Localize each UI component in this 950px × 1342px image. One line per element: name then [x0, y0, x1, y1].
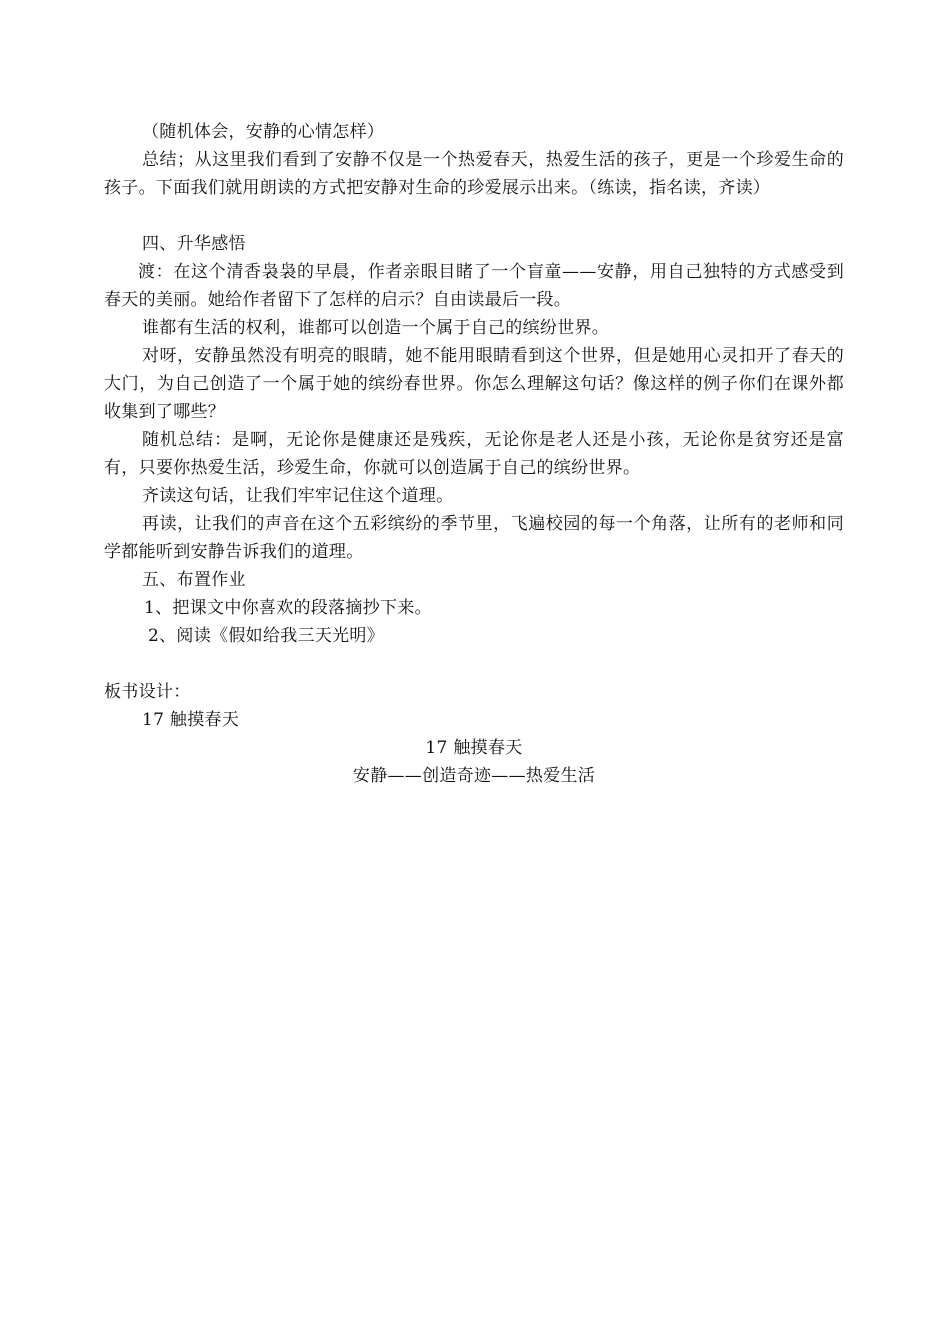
homework-item-1: 1、把课文中你喜欢的段落摘抄下来。 — [144, 598, 432, 618]
board-center-block — [104, 734, 844, 790]
document-body — [104, 118, 844, 790]
board-main-line: 安静——创造奇迹——热爱生活 — [352, 766, 596, 786]
paragraph-transition: 渡：在这个清香袅袅的早晨，作者亲眼目睹了一个盲童——安静，用自己独特的方式感受到春天的美丽。她给作者留下了怎样的启示？自由读最后一段。 — [104, 262, 844, 310]
homework-item-2: 2、阅读《假如给我三天光明》 — [148, 626, 385, 646]
blank-line — [104, 650, 844, 678]
paragraph-discussion: 对呀，安静虽然没有明亮的眼睛，她不能用眼睛看到这个世界，但是她用心灵扣开了春天的大门，为自己创造了一个属于她的缤纷春世界。你怎么理解这句话？像这样的例子你们在课外都收集到了哪些？ — [104, 346, 844, 422]
paragraph-read-together: 齐读这句话，让我们牢牢记住这个道理。 — [142, 486, 454, 506]
board-design-label: 板书设计： — [104, 682, 191, 702]
paragraph-random-summary: 随机总结：是啊，无论你是健康还是残疾，无论你是老人还是小孩，无论你是贫穷还是富有，只要你热爱生活，珍爱生命，你就可以创造属于自己的缤纷世界。 — [104, 430, 844, 478]
paragraph-read-again: 再读，让我们的声音在这个五彩缤纷的季节里，飞遍校园的每一个角落，让所有的老师和同学都能听到安静告诉我们的道理。 — [104, 514, 844, 562]
blank-line — [104, 202, 844, 230]
paragraph-reflection: （随机体会，安静的心情怎样） — [142, 122, 385, 142]
paragraph-key-sentence: 谁都有生活的权利，谁都可以创造一个属于自己的缤纷世界。 — [142, 318, 610, 338]
board-title-left: 17 触摸春天 — [142, 710, 240, 730]
section-title-4: 四、升华感悟 — [142, 234, 246, 254]
section-title-5: 五、布置作业 — [142, 570, 246, 590]
board-title-center: 17 触摸春天 — [425, 738, 523, 758]
paragraph-summary: 总结；从这里我们看到了安静不仅是一个热爱春天，热爱生活的孩子，更是一个珍爱生命的孩子。下面我们就用朗读的方式把安静对生命的珍爱展示出来。（练读，指名读，齐读） — [104, 150, 844, 198]
